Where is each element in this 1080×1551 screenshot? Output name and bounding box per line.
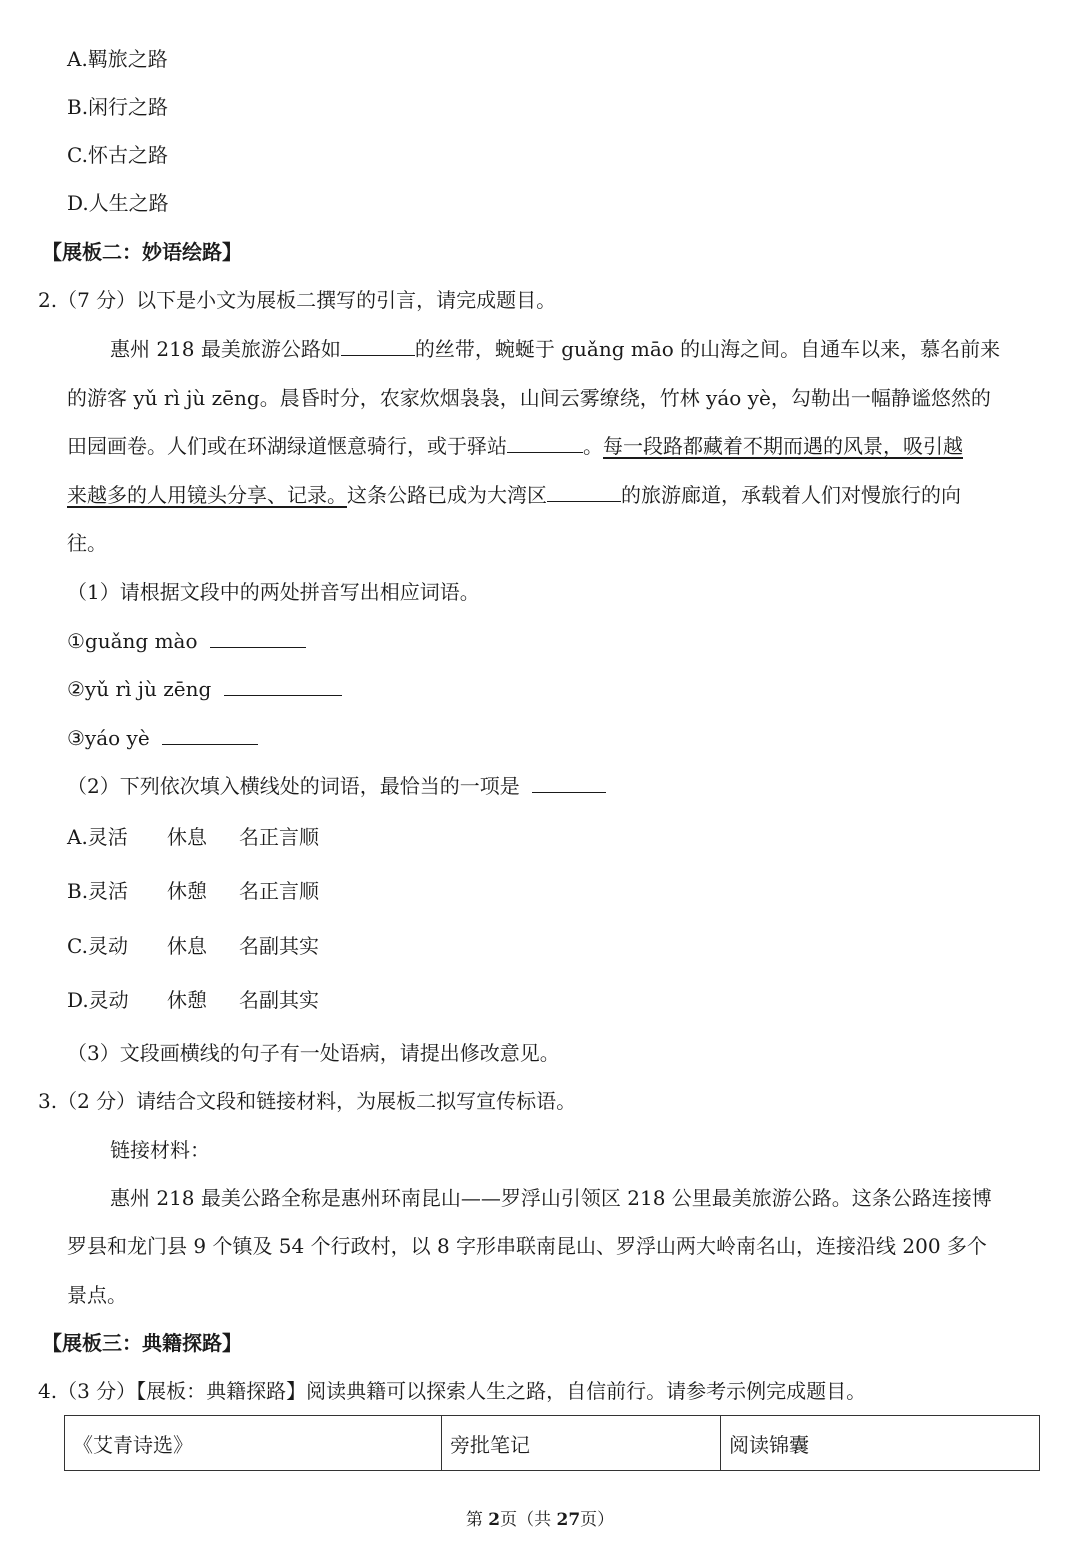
q1-option-a: A.羁旅之路: [67, 47, 168, 71]
q2-passage-line-4: 来越多的人用镜头分享、记录。这条公路已成为大湾区 的旅游廊道，承载着人们对慢旅行的向: [67, 483, 961, 507]
q1-option-c: C.怀古之路: [67, 143, 168, 167]
q2-sub3: （3）文段画横线的句子有一处语病，请提出修改意见。: [67, 1041, 560, 1065]
answer-blank-1[interactable]: [210, 629, 306, 648]
q1-option-b: B.闲行之路: [67, 95, 169, 119]
q2-passage-line-2: 的游客 yǔ rì jù zēng。晨昏时分，农家炊烟袅袅，山间云雾缭绕，竹林 yáo yè，勾勒出一幅静谧悠然的: [67, 386, 991, 410]
q2-passage-line-3: 田园画卷。人们或在环湖绿道惬意骑行，或于驿站 。每一段路都藏着不期而遇的风景，吸引越: [67, 434, 963, 458]
blank-3: [547, 483, 621, 502]
q2-option-b: B.灵活 休憩 名正言顺: [67, 879, 319, 903]
table-header-notes: 旁批笔记: [442, 1416, 721, 1471]
blank-2: [507, 434, 583, 453]
material-line-1: 惠州 218 最美公路全称是惠州环南昆山——罗浮山引领区 218 公里最美旅游公路。这条公路连接博: [110, 1186, 992, 1210]
answer-blank-2[interactable]: [224, 677, 342, 696]
table-header-book: 《艾青诗选》: [65, 1416, 442, 1471]
material-line-3: 景点。: [67, 1283, 127, 1307]
q3-stem: 3.（2 分）请结合文段和链接材料，为展板二拟写宣传标语。: [38, 1089, 577, 1113]
link-material-label: 链接材料：: [110, 1138, 210, 1162]
pinyin-1: ①guǎng mào: [67, 627, 306, 655]
underlined-sentence-part1: 每一段路都藏着不期而遇的风景，吸引越: [603, 434, 963, 458]
total-pages: 27: [556, 1510, 581, 1530]
q2-option-a: A.灵活 休息 名正言顺: [67, 825, 319, 849]
q2-sub2: （2）下列依次填入横线处的词语，最恰当的一项是: [67, 772, 606, 800]
table-header-tips: 阅读锦囊: [721, 1416, 1040, 1471]
pinyin-2: ②yǔ rì jù zēng: [67, 675, 342, 703]
answer-blank-choice[interactable]: [532, 774, 606, 793]
current-page: 2: [488, 1510, 501, 1530]
blank-1: [341, 337, 415, 356]
q2-option-d: D.灵动 休憩 名副其实: [67, 988, 319, 1012]
q1-option-d: D.人生之路: [67, 191, 169, 215]
table-row: [65, 1416, 1040, 1471]
q2-stem: 2.（7 分）以下是小文为展板二撰写的引言，请完成题目。: [38, 288, 557, 312]
underlined-sentence-part2: 来越多的人用镜头分享、记录。: [67, 483, 347, 507]
pinyin-3: ③yáo yè: [67, 724, 258, 752]
answer-blank-3[interactable]: [162, 726, 258, 745]
q2-passage-line-1: 惠州 218 最美旅游公路如 的丝带，蜿蜒于 guǎng māo 的山海之间。自通车以来，慕名前来: [110, 337, 1001, 361]
reading-table: [64, 1415, 1040, 1471]
board3-title: 【展板三：典籍探路】: [42, 1331, 242, 1355]
q2-option-c: C.灵动 休息 名副其实: [67, 934, 319, 958]
page-footer: 第 2页（共 27页）: [465, 1510, 615, 1530]
q4-stem: 4.（3 分）【展板：典籍探路】阅读典籍可以探索人生之路，自信前行。请参考示例完成题目。: [38, 1379, 867, 1403]
q2-sub1: （1）请根据文段中的两处拼音写出相应词语。: [67, 580, 480, 604]
material-line-2: 罗县和龙门县 9 个镇及 54 个行政村，以 8 字形串联南昆山、罗浮山两大岭南名山，连接沿线 200 多个: [67, 1234, 987, 1258]
board2-title: 【展板二：妙语绘路】: [42, 240, 242, 264]
q2-passage-line-5: 往。: [67, 531, 107, 555]
